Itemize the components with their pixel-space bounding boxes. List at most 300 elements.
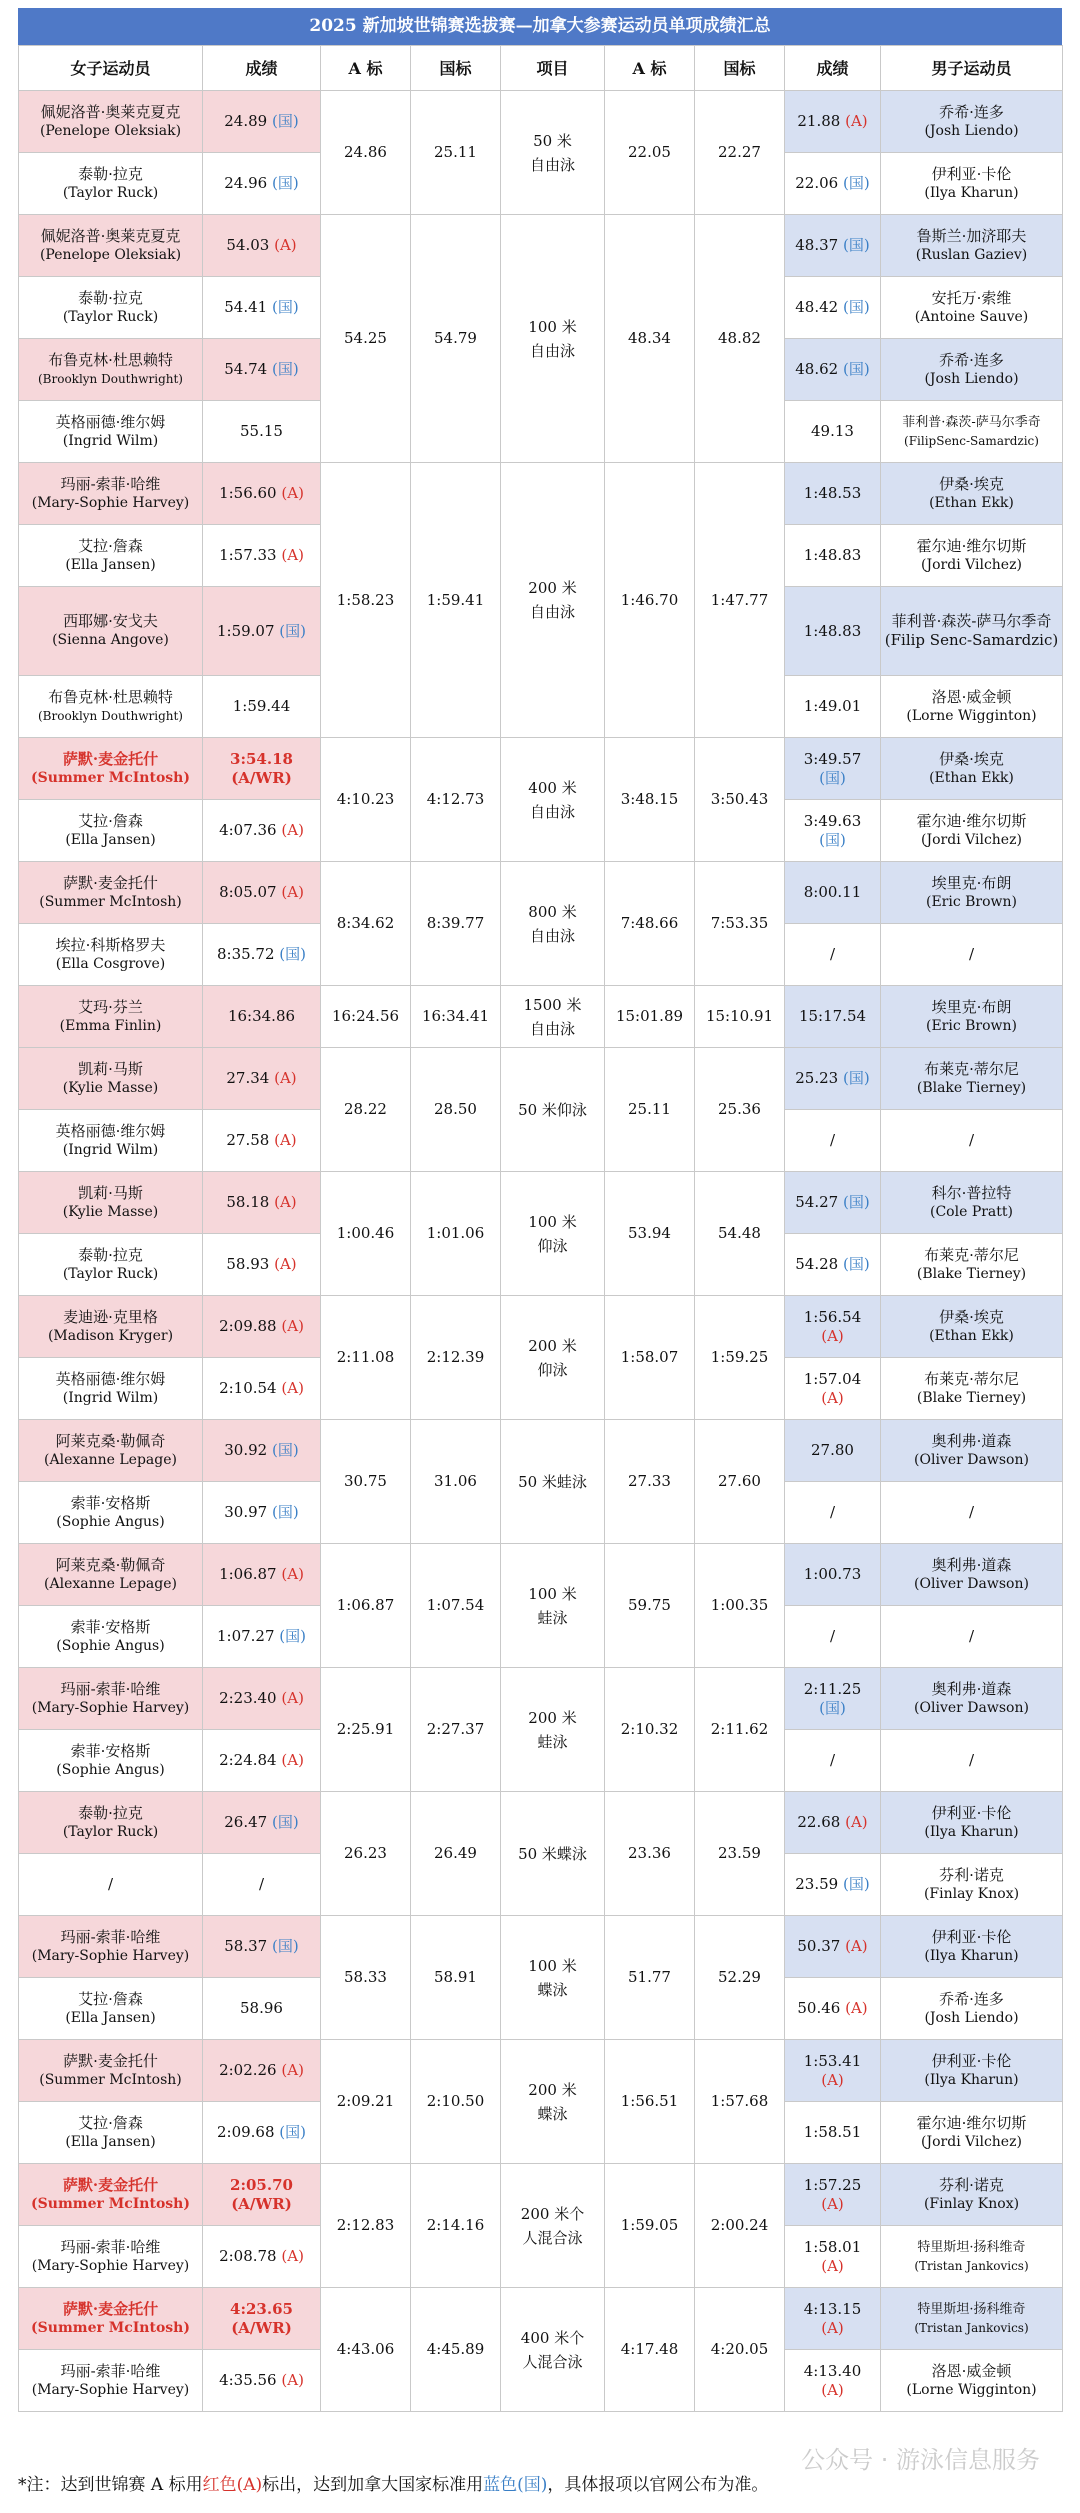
women-result-mark: (国) xyxy=(272,1441,299,1459)
men-a-standard: 48.34 xyxy=(605,215,695,463)
men-athlete-cell xyxy=(881,91,1063,153)
women-athlete-name-cn: 西耶娜·安戈夫 xyxy=(63,612,158,630)
women-athlete-name-cn: 艾拉·詹森 xyxy=(78,811,143,830)
women-result-mark: (A) xyxy=(274,1193,297,1211)
men-athlete-cell xyxy=(881,1544,1063,1606)
men-athlete-cell xyxy=(881,924,1063,986)
women-national-standard: 28.50 xyxy=(411,1048,501,1172)
men-result-cell xyxy=(785,1358,881,1420)
women-result-cell xyxy=(203,277,321,339)
women-result-time: 54.03 xyxy=(226,236,270,254)
women-national-standard: 31.06 xyxy=(411,1420,501,1544)
men-result-mark: (国) xyxy=(843,1193,870,1211)
women-result-mark: (国) xyxy=(279,945,307,963)
men-a-standard: 22.05 xyxy=(605,91,695,215)
women-athlete-name-en: (Ella Jansen) xyxy=(65,2009,156,2026)
women-athlete-name-cn: 凯莉·马斯 xyxy=(78,1183,143,1202)
men-result-mark: (A) xyxy=(845,1937,868,1955)
result-row xyxy=(19,1668,1063,1730)
men-result-cell xyxy=(785,587,881,676)
women-athlete-cell xyxy=(19,401,203,463)
men-result-mark: (国) xyxy=(819,1698,846,1717)
women-national-standard: 2:10.50 xyxy=(411,2040,501,2164)
women-athlete-name-en: (Sophie Angus) xyxy=(56,1761,165,1778)
men-result-time: 48.37 xyxy=(795,236,839,254)
women-athlete-name-cn: 泰勒·拉克 xyxy=(78,1245,143,1264)
women-athlete-name-en: (Brooklyn Douthwright) xyxy=(37,708,183,723)
men-national-standard: 25.36 xyxy=(695,1048,785,1172)
event-name: 50 米蛙泳 xyxy=(501,1420,605,1544)
women-athlete-cell xyxy=(19,153,203,215)
women-a-standard: 2:09.21 xyxy=(321,2040,411,2164)
men-result-time: 1:48.53 xyxy=(803,484,862,502)
women-result-cell xyxy=(203,738,321,800)
women-athlete-cell xyxy=(19,1110,203,1172)
result-row xyxy=(19,91,1063,153)
women-result-time: 26.47 xyxy=(224,1813,268,1831)
women-result-mark: (A) xyxy=(281,821,304,839)
women-a-standard: 2:25.91 xyxy=(321,1668,411,1792)
men-athlete-cell xyxy=(881,1606,1063,1668)
women-result-cell xyxy=(203,2040,321,2102)
results-table xyxy=(18,45,1063,2412)
men-result-cell xyxy=(785,1544,881,1606)
women-result-time: 8:05.07 xyxy=(219,883,277,901)
men-a-standard: 25.11 xyxy=(605,1048,695,1172)
men-athlete-name-en: (Josh Liendo) xyxy=(924,122,1019,139)
men-a-standard: 27.33 xyxy=(605,1420,695,1544)
men-athlete-name-en: (Blake Tierney) xyxy=(916,1265,1027,1282)
men-national-standard: 48.82 xyxy=(695,215,785,463)
men-athlete-name-en: (Blake Tierney) xyxy=(916,1389,1027,1406)
men-athlete-cell xyxy=(881,215,1063,277)
women-result-cell xyxy=(203,986,321,1048)
women-result-mark: (A/WR) xyxy=(231,2318,292,2337)
women-athlete-name-en: (Taylor Ruck) xyxy=(62,1265,159,1282)
men-athlete-name-cn: 菲利普·森茨-萨马尔季奇 (Filip Senc-Samardzic) xyxy=(884,612,1059,649)
men-a-standard: 1:59.05 xyxy=(605,2164,695,2288)
women-result-time: 2:02.26 xyxy=(219,2061,277,2079)
women-result-mark: (A) xyxy=(281,2247,304,2265)
women-athlete-name-cn: 佩妮洛普·奥莱克夏克 xyxy=(40,226,181,245)
men-result-time: / xyxy=(829,1503,836,1521)
men-result-mark: (国) xyxy=(819,768,846,787)
men-national-standard: 1:59.25 xyxy=(695,1296,785,1420)
header-cell: 国标 xyxy=(411,46,501,91)
result-row xyxy=(19,1792,1063,1854)
men-athlete-cell xyxy=(881,2350,1063,2412)
men-athlete-name-en: (Jordi Vilchez) xyxy=(921,2133,1022,2150)
men-a-standard: 1:46.70 xyxy=(605,463,695,738)
women-athlete-name-en: (Ella Cosgrove) xyxy=(55,955,166,972)
women-athlete-name-cn: 玛丽-索菲·哈维 xyxy=(60,2361,161,2380)
women-result-mark: (A) xyxy=(281,1689,304,1707)
men-athlete-cell xyxy=(881,1234,1063,1296)
women-a-standard: 28.22 xyxy=(321,1048,411,1172)
men-result-time: 22.68 xyxy=(797,1813,841,1831)
men-a-standard: 1:56.51 xyxy=(605,2040,695,2164)
women-athlete-cell xyxy=(19,1482,203,1544)
event-name: 50 米仰泳 xyxy=(501,1048,605,1172)
men-result-time: 48.42 xyxy=(795,298,839,316)
men-national-standard: 1:00.35 xyxy=(695,1544,785,1668)
men-a-standard: 15:01.89 xyxy=(605,986,695,1048)
women-athlete-name-cn: 萨默·麦金托什 xyxy=(62,2299,159,2318)
women-result-time: / xyxy=(258,1875,265,1893)
women-result-cell xyxy=(203,525,321,587)
women-result-mark: (A) xyxy=(281,2371,304,2389)
women-athlete-name-cn: 萨默·麦金托什 xyxy=(62,749,159,768)
men-result-mark: (A) xyxy=(821,2194,844,2213)
event-name: 800 米 自由泳 xyxy=(501,862,605,986)
men-result-cell xyxy=(785,1234,881,1296)
header-cell: A 标 xyxy=(321,46,411,91)
header-row xyxy=(19,46,1063,91)
men-result-cell xyxy=(785,1606,881,1668)
men-athlete-name-cn: 伊利亚·卡伦 xyxy=(931,1927,1012,1946)
men-athlete-cell xyxy=(881,277,1063,339)
women-athlete-name-cn: 佩妮洛普·奥莱克夏克 xyxy=(40,102,181,121)
results-table-body xyxy=(19,46,1063,2412)
women-athlete-name-en: (Summer McIntosh) xyxy=(31,769,190,786)
men-athlete-name-cn: 霍尔迪·维尔切斯 xyxy=(916,536,1027,555)
header-cell: 项目 xyxy=(501,46,605,91)
women-result-time: 3:54.18 xyxy=(230,749,293,768)
women-a-standard: 2:11.08 xyxy=(321,1296,411,1420)
men-athlete-name-cn: 芬利·诺克 xyxy=(939,2175,1004,2194)
result-row xyxy=(19,2164,1063,2226)
women-athlete-name-en: (Summer McIntosh) xyxy=(39,893,182,910)
men-result-time: 1:00.73 xyxy=(803,1565,862,1583)
women-result-mark: (国) xyxy=(279,1627,307,1645)
women-result-time: 27.34 xyxy=(226,1069,270,1087)
men-athlete-name-cn: 奥利弗·道森 xyxy=(931,1679,1012,1698)
men-athlete-name-cn: 霍尔迪·维尔切斯 xyxy=(916,2113,1027,2132)
women-athlete-name-cn: 索菲·安格斯 xyxy=(70,1741,151,1760)
women-a-standard: 54.25 xyxy=(321,215,411,463)
header-cell: 女子运动员 xyxy=(19,46,203,91)
women-a-standard: 24.86 xyxy=(321,91,411,215)
men-athlete-cell xyxy=(881,2040,1063,2102)
men-result-time: / xyxy=(829,1131,836,1149)
men-athlete-name-en: (Ruslan Gaziev) xyxy=(915,246,1028,263)
men-result-time: 1:57.25 xyxy=(803,2175,862,2194)
men-result-mark: (A) xyxy=(821,2380,844,2399)
women-national-standard: 1:59.41 xyxy=(411,463,501,738)
men-result-cell xyxy=(785,277,881,339)
footnote-blue-word: 蓝色 xyxy=(483,2475,518,2495)
result-row xyxy=(19,215,1063,277)
men-athlete-name-cn: / xyxy=(968,1627,975,1645)
event-name: 100 米 蝶泳 xyxy=(501,1916,605,2040)
men-a-standard: 3:48.15 xyxy=(605,738,695,862)
women-result-time: 58.96 xyxy=(240,1999,283,2017)
men-athlete-name-en: (Finlay Knox) xyxy=(923,1885,1020,1902)
women-athlete-name-en: (Madison Kryger) xyxy=(47,1327,174,1344)
men-result-time: 1:56.54 xyxy=(803,1307,862,1326)
event-name: 200 米 蛙泳 xyxy=(501,1668,605,1792)
women-athlete-cell xyxy=(19,1358,203,1420)
women-athlete-name-cn: 埃拉·科斯格罗夫 xyxy=(55,935,166,954)
women-athlete-cell xyxy=(19,800,203,862)
result-row xyxy=(19,986,1063,1048)
men-athlete-name-cn: 特里斯坦·扬科维奇 xyxy=(917,2239,1026,2255)
men-a-standard: 59.75 xyxy=(605,1544,695,1668)
women-athlete-cell xyxy=(19,1916,203,1978)
women-national-standard: 2:14.16 xyxy=(411,2164,501,2288)
women-athlete-cell xyxy=(19,215,203,277)
women-athlete-name-cn: / xyxy=(107,1875,114,1893)
men-result-cell xyxy=(785,1482,881,1544)
women-athlete-cell xyxy=(19,91,203,153)
event-name: 200 米 仰泳 xyxy=(501,1296,605,1420)
women-national-standard: 8:39.77 xyxy=(411,862,501,986)
women-national-standard: 1:01.06 xyxy=(411,1172,501,1296)
men-national-standard: 27.60 xyxy=(695,1420,785,1544)
women-result-mark: (国) xyxy=(272,1813,299,1831)
men-athlete-name-en: (Oliver Dawson) xyxy=(914,1575,1029,1592)
men-result-time: 50.46 xyxy=(797,1999,841,2017)
men-athlete-name-cn: 布莱克·蒂尔尼 xyxy=(924,1369,1019,1388)
men-athlete-name-cn: 科尔·普拉特 xyxy=(931,1183,1012,1202)
women-a-standard: 58.33 xyxy=(321,1916,411,2040)
men-athlete-name-cn: / xyxy=(968,1503,975,1521)
men-athlete-name-en: (Ilya Kharun) xyxy=(924,2071,1019,2088)
men-result-cell xyxy=(785,2288,881,2350)
women-national-standard: 58.91 xyxy=(411,1916,501,2040)
women-result-time: 1:59.07 xyxy=(216,621,275,640)
women-result-mark: (A) xyxy=(281,1751,304,1769)
men-result-time: 49.13 xyxy=(811,422,854,440)
women-result-time: 4:23.65 xyxy=(230,2299,293,2318)
women-athlete-cell xyxy=(19,1296,203,1358)
men-result-cell xyxy=(785,1916,881,1978)
men-a-standard: 51.77 xyxy=(605,1916,695,2040)
men-athlete-name-cn: 伊利亚·卡伦 xyxy=(931,164,1012,183)
watermark: 公众号 · 游泳信息服务 xyxy=(801,2446,1040,2474)
women-result-cell xyxy=(203,1172,321,1234)
women-result-mark: (国) xyxy=(272,360,299,378)
women-athlete-cell xyxy=(19,587,203,676)
men-national-standard: 23.59 xyxy=(695,1792,785,1916)
result-row xyxy=(19,1420,1063,1482)
men-athlete-name-cn: / xyxy=(968,1131,975,1149)
women-result-cell xyxy=(203,2226,321,2288)
women-athlete-name-cn: 艾拉·詹森 xyxy=(78,536,143,555)
women-result-cell xyxy=(203,1792,321,1854)
event-name: 100 米 自由泳 xyxy=(501,215,605,463)
women-result-time: 2:23.40 xyxy=(219,1689,277,1707)
men-result-time: 50.37 xyxy=(797,1937,841,1955)
women-athlete-name-cn: 玛丽-索菲·哈维 xyxy=(60,1679,161,1698)
men-result-cell xyxy=(785,525,881,587)
men-athlete-cell xyxy=(881,738,1063,800)
men-result-time: 4:13.40 xyxy=(803,2361,862,2380)
men-athlete-name-cn: 埃里克·布朗 xyxy=(931,873,1012,892)
women-result-cell xyxy=(203,1358,321,1420)
men-national-standard: 15:10.91 xyxy=(695,986,785,1048)
men-result-cell xyxy=(785,339,881,401)
women-athlete-name-en: (Mary-Sophie Harvey) xyxy=(31,1699,190,1716)
women-result-time: 30.92 xyxy=(224,1441,268,1459)
men-result-mark: (国) xyxy=(843,1069,870,1087)
women-a-standard: 4:10.23 xyxy=(321,738,411,862)
men-result-cell xyxy=(785,800,881,862)
header-cell: 成绩 xyxy=(203,46,321,91)
men-result-time: 1:49.01 xyxy=(803,697,862,715)
women-result-time: 58.37 xyxy=(224,1937,268,1955)
women-result-mark: (A) xyxy=(274,1131,297,1149)
women-athlete-name-en: (Summer McIntosh) xyxy=(39,2071,182,2088)
women-result-time: 4:35.56 xyxy=(219,2371,277,2389)
women-athlete-name-en: (Summer McIntosh) xyxy=(31,2195,190,2212)
women-result-time: 2:09.68 xyxy=(216,2123,275,2141)
women-a-standard: 1:58.23 xyxy=(321,463,411,738)
men-result-mark: (国) xyxy=(843,298,870,316)
women-athlete-name-cn: 萨默·麦金托什 xyxy=(62,2175,159,2194)
footnote-blue-mark: (国) xyxy=(517,2475,548,2495)
women-athlete-name-cn: 艾拉·詹森 xyxy=(78,1989,143,2008)
women-athlete-cell xyxy=(19,1792,203,1854)
men-athlete-name-en: (Lorne Wigginton) xyxy=(906,2381,1037,2398)
men-athlete-name-cn: 伊桑·埃克 xyxy=(939,474,1004,493)
men-athlete-name-en: (Cole Pratt) xyxy=(930,1203,1013,1220)
women-athlete-cell xyxy=(19,1730,203,1792)
women-athlete-cell xyxy=(19,277,203,339)
women-result-mark: (A/WR) xyxy=(231,768,292,787)
women-athlete-cell xyxy=(19,862,203,924)
men-athlete-name-en: (Blake Tierney) xyxy=(916,1079,1027,1096)
men-athlete-cell xyxy=(881,1854,1063,1916)
men-athlete-name-cn: 乔希·连多 xyxy=(939,350,1004,369)
men-athlete-name-cn: 奥利弗·道森 xyxy=(931,1555,1012,1574)
women-result-cell xyxy=(203,1978,321,2040)
men-a-standard: 4:17.48 xyxy=(605,2288,695,2412)
result-row xyxy=(19,1296,1063,1358)
men-athlete-cell xyxy=(881,1978,1063,2040)
men-result-cell xyxy=(785,1420,881,1482)
men-athlete-name-cn: 伊桑·埃克 xyxy=(939,749,1004,768)
women-athlete-cell xyxy=(19,986,203,1048)
women-athlete-name-en: (Ingrid Wilm) xyxy=(62,1141,159,1158)
women-result-mark: (国) xyxy=(279,621,307,640)
women-a-standard: 26.23 xyxy=(321,1792,411,1916)
men-national-standard: 3:50.43 xyxy=(695,738,785,862)
women-athlete-name-en: (Taylor Ruck) xyxy=(62,308,159,325)
women-athlete-cell xyxy=(19,2164,203,2226)
women-result-time: 16:34.86 xyxy=(227,1007,296,1025)
header-cell: 国标 xyxy=(695,46,785,91)
result-row xyxy=(19,1048,1063,1110)
men-athlete-name-cn: 伊桑·埃克 xyxy=(939,1307,1004,1326)
women-athlete-name-en: (Kylie Masse) xyxy=(62,1079,159,1096)
men-athlete-name-en: (Ilya Kharun) xyxy=(924,1823,1019,1840)
men-result-time: 22.06 xyxy=(795,174,839,192)
women-athlete-name-en: (Kylie Masse) xyxy=(62,1203,159,1220)
men-a-standard: 23.36 xyxy=(605,1792,695,1916)
women-athlete-cell xyxy=(19,1978,203,2040)
men-result-mark: (国) xyxy=(819,830,846,849)
men-result-cell xyxy=(785,215,881,277)
table-title: 2025 新加坡世锦赛选拔赛—加拿大参赛运动员单项成绩汇总 xyxy=(18,8,1062,45)
event-name: 50 米蝶泳 xyxy=(501,1792,605,1916)
women-athlete-name-en: (Sienna Angove) xyxy=(52,632,169,648)
women-athlete-name-en: (Brooklyn Douthwright) xyxy=(37,371,183,386)
women-result-mark: (A) xyxy=(281,484,304,502)
women-athlete-name-en: (Ella Jansen) xyxy=(65,556,156,573)
women-result-time: 2:08.78 xyxy=(219,2247,277,2265)
men-national-standard: 4:20.05 xyxy=(695,2288,785,2412)
women-result-time: 2:05.70 xyxy=(230,2175,293,2194)
men-athlete-cell xyxy=(881,1792,1063,1854)
men-athlete-cell xyxy=(881,1730,1063,1792)
women-athlete-cell xyxy=(19,525,203,587)
result-row xyxy=(19,1172,1063,1234)
women-athlete-name-en: (Alexanne Lepage) xyxy=(44,1575,177,1592)
men-a-standard: 7:48.66 xyxy=(605,862,695,986)
women-result-time: 1:07.27 xyxy=(216,1627,275,1645)
men-athlete-cell xyxy=(881,463,1063,525)
men-athlete-name-cn: 鲁斯兰·加济耶夫 xyxy=(916,226,1027,245)
women-result-time: 1:06.87 xyxy=(219,1565,277,1583)
men-result-time: 23.59 xyxy=(795,1875,839,1893)
men-result-cell xyxy=(785,1296,881,1358)
men-athlete-name-en: (Eric Brown) xyxy=(925,1017,1017,1034)
men-result-cell xyxy=(785,924,881,986)
women-athlete-cell xyxy=(19,924,203,986)
women-athlete-cell xyxy=(19,1854,203,1916)
men-athlete-name-cn: 布莱克·蒂尔尼 xyxy=(924,1245,1019,1264)
women-result-cell xyxy=(203,339,321,401)
women-result-time: 2:09.88 xyxy=(219,1317,277,1335)
men-athlete-cell xyxy=(881,1172,1063,1234)
women-result-time: 1:59.44 xyxy=(232,697,291,715)
women-athlete-name-cn: 艾拉·詹森 xyxy=(78,2113,143,2132)
men-athlete-name-en: (Tristan Jankovics) xyxy=(914,2258,1029,2273)
women-a-standard: 4:43.06 xyxy=(321,2288,411,2412)
women-result-mark: (国) xyxy=(279,2123,307,2141)
men-athlete-cell xyxy=(881,1048,1063,1110)
women-athlete-cell xyxy=(19,463,203,525)
men-athlete-name-en: (Finlay Knox) xyxy=(923,2195,1020,2212)
men-athlete-cell xyxy=(881,1296,1063,1358)
men-athlete-name-cn: 安托万·索维 xyxy=(931,288,1012,307)
result-row xyxy=(19,463,1063,525)
women-athlete-name-en: (Mary-Sophie Harvey) xyxy=(31,2257,190,2274)
men-athlete-cell xyxy=(881,587,1063,676)
men-result-time: 1:48.83 xyxy=(803,621,862,640)
women-result-mark: (A) xyxy=(274,1069,297,1087)
result-row xyxy=(19,2040,1063,2102)
men-athlete-name-cn: / xyxy=(968,945,975,963)
men-result-time: 1:48.83 xyxy=(803,546,862,564)
women-result-time: 8:35.72 xyxy=(216,945,275,963)
men-result-cell xyxy=(785,986,881,1048)
women-athlete-cell xyxy=(19,676,203,738)
men-result-mark: (A) xyxy=(845,1999,868,2017)
men-result-mark: (A) xyxy=(821,1326,844,1345)
men-result-cell xyxy=(785,1978,881,2040)
women-athlete-name-cn: 凯莉·马斯 xyxy=(78,1059,143,1078)
men-result-time: 2:11.25 xyxy=(803,1679,862,1698)
women-athlete-cell xyxy=(19,738,203,800)
men-result-cell xyxy=(785,2102,881,2164)
men-athlete-cell xyxy=(881,1420,1063,1482)
women-athlete-name-en: (Mary-Sophie Harvey) xyxy=(31,494,190,511)
event-name: 200 米 蝶泳 xyxy=(501,2040,605,2164)
event-name: 100 米 仰泳 xyxy=(501,1172,605,1296)
women-athlete-name-en: (Ella Jansen) xyxy=(65,2133,156,2150)
